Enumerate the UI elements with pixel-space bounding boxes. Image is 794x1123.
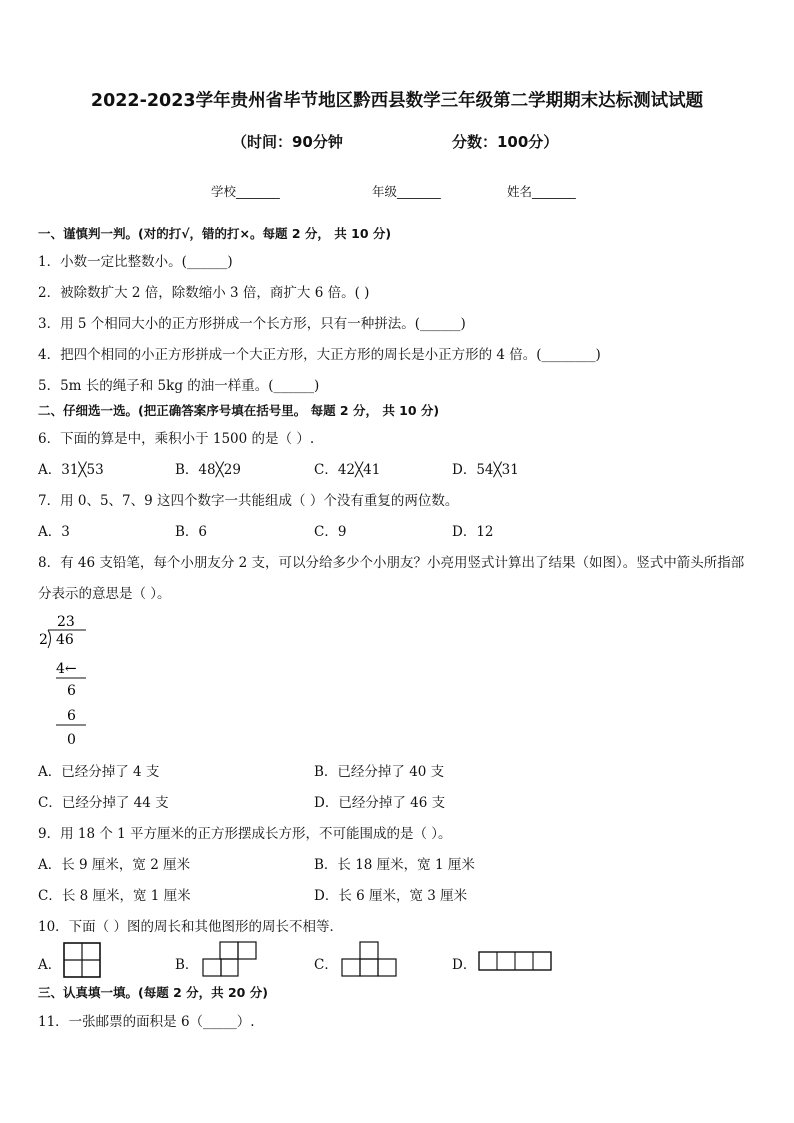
question-11: 11．一张邮票的面积是 6（_____）. bbox=[38, 1014, 255, 1030]
exam-score: 分数：100分） bbox=[452, 133, 559, 151]
division-remainder1: 6 bbox=[67, 683, 76, 699]
question-2: 2．被除数扩大 2 倍，除数缩小 3 倍，商扩大 6 倍。( ) bbox=[38, 285, 370, 301]
q9-option-d: D．长 6 厘米，宽 3 厘米 bbox=[314, 888, 468, 904]
question-9: 9．用 18 个 1 平方厘米的正方形摆成长方形，不可能围成的是（ ）。 bbox=[38, 826, 452, 842]
question-4: 4．把四个相同的小正方形拼成一个大正方形，大正方形的周长是小正方形的 4 倍。(________) bbox=[38, 347, 601, 363]
figure-c-bottom-mid bbox=[360, 959, 378, 976]
q10-option-a-label: A． bbox=[38, 957, 62, 973]
q9-option-b: B．长 18 厘米，宽 1 厘米 bbox=[314, 857, 475, 873]
q8-option-a: A．已经分掉了 4 支 bbox=[38, 764, 160, 780]
q9-option-a: A．长 9 厘米，宽 2 厘米 bbox=[38, 857, 191, 873]
q10-figure-c bbox=[341, 941, 399, 979]
school-field: 学校_______ bbox=[211, 184, 280, 199]
q6-option-b: B．48╳29 bbox=[175, 462, 241, 478]
division-step2: 6 bbox=[67, 708, 76, 724]
section2-heading: 二、仔细选一选。(把正确答案序号填在括号里。 每题 2 分， 共 10 分) bbox=[38, 403, 440, 418]
division-divisor: 2 bbox=[39, 632, 48, 648]
q7-option-c: C．9 bbox=[314, 524, 347, 540]
document-title: 2022-2023学年贵州省毕节地区黔西县数学三年级第二学期期末达标测试试题 bbox=[90, 91, 704, 111]
question-8-line2: 分表示的意思是（ ）。 bbox=[38, 586, 171, 602]
division-quotient: 23 bbox=[57, 614, 75, 630]
q7-option-b: B．6 bbox=[175, 524, 208, 540]
figure-c-bottom-right bbox=[378, 959, 396, 976]
question-6: 6．下面的算是中，乘积小于 1500 的是（ ）. bbox=[38, 431, 315, 447]
q6-option-a: A．31╳53 bbox=[38, 462, 104, 478]
figure-b-top-right bbox=[238, 942, 256, 959]
figure-b-bottom-right bbox=[221, 959, 238, 976]
q10-figure-d bbox=[478, 951, 554, 973]
q10-figure-a bbox=[63, 942, 103, 980]
exam-time: （时间：90分钟 bbox=[232, 133, 343, 151]
q8-option-c: C．已经分掉了 44 支 bbox=[38, 795, 169, 811]
q10-option-c-label: C． bbox=[314, 957, 338, 973]
name-field: 姓名_______ bbox=[507, 184, 576, 199]
q7-option-a: A．3 bbox=[38, 524, 70, 540]
section1-heading: 一、谨慎判一判。(对的打√，错的打×。每题 2 分， 共 10 分) bbox=[38, 226, 392, 241]
q8-option-d: D．已经分掉了 46 支 bbox=[314, 795, 446, 811]
division-dividend: 46 bbox=[56, 632, 74, 648]
question-5: 5．5m 长的绳子和 5kg 的油一样重。(______) bbox=[38, 378, 320, 394]
question-10: 10．下面（ ）图的周长和其他图形的周长不相等． bbox=[38, 919, 343, 935]
q6-option-c: C．42╳41 bbox=[314, 462, 381, 478]
section3-heading: 三、认真填一填。(每题 2 分，共 20 分) bbox=[38, 985, 268, 1000]
division-result: 0 bbox=[67, 732, 76, 748]
question-8-line1: 8．有 46 支铅笔，每个小朋友分 2 支，可以分给多少个小朋友？小亮用竖式计算出了结果（如图）。竖式中箭头所指部 bbox=[38, 555, 745, 571]
long-division-figure bbox=[36, 608, 116, 753]
figure-b-bottom-left bbox=[203, 959, 221, 976]
figure-c-bottom-left bbox=[342, 959, 360, 976]
q6-option-d: D．54╳31 bbox=[452, 462, 519, 478]
question-3: 3．用 5 个相同大小的正方形拼成一个长方形，只有一种拼法。(______) bbox=[38, 316, 466, 332]
q9-option-c: C．长 8 厘米，宽 1 厘米 bbox=[38, 888, 191, 904]
division-bracket bbox=[48, 630, 51, 648]
grade-field: 年级_______ bbox=[372, 184, 441, 199]
q10-option-b-label: B． bbox=[175, 957, 199, 973]
figure-c-top bbox=[360, 942, 378, 959]
q7-option-d: D．12 bbox=[452, 524, 494, 540]
q10-option-d-label: D． bbox=[452, 957, 477, 973]
q10-figure-b bbox=[202, 941, 260, 979]
question-7: 7．用 0、5、7、9 这四个数字一共能组成（ ）个没有重复的两位数。 bbox=[38, 493, 459, 509]
division-step1: 4← bbox=[56, 661, 77, 677]
question-1: 1．小数一定比整数小。(______) bbox=[38, 254, 233, 270]
figure-b-top-left bbox=[220, 942, 238, 959]
q8-option-b: B．已经分掉了 40 支 bbox=[314, 764, 445, 780]
